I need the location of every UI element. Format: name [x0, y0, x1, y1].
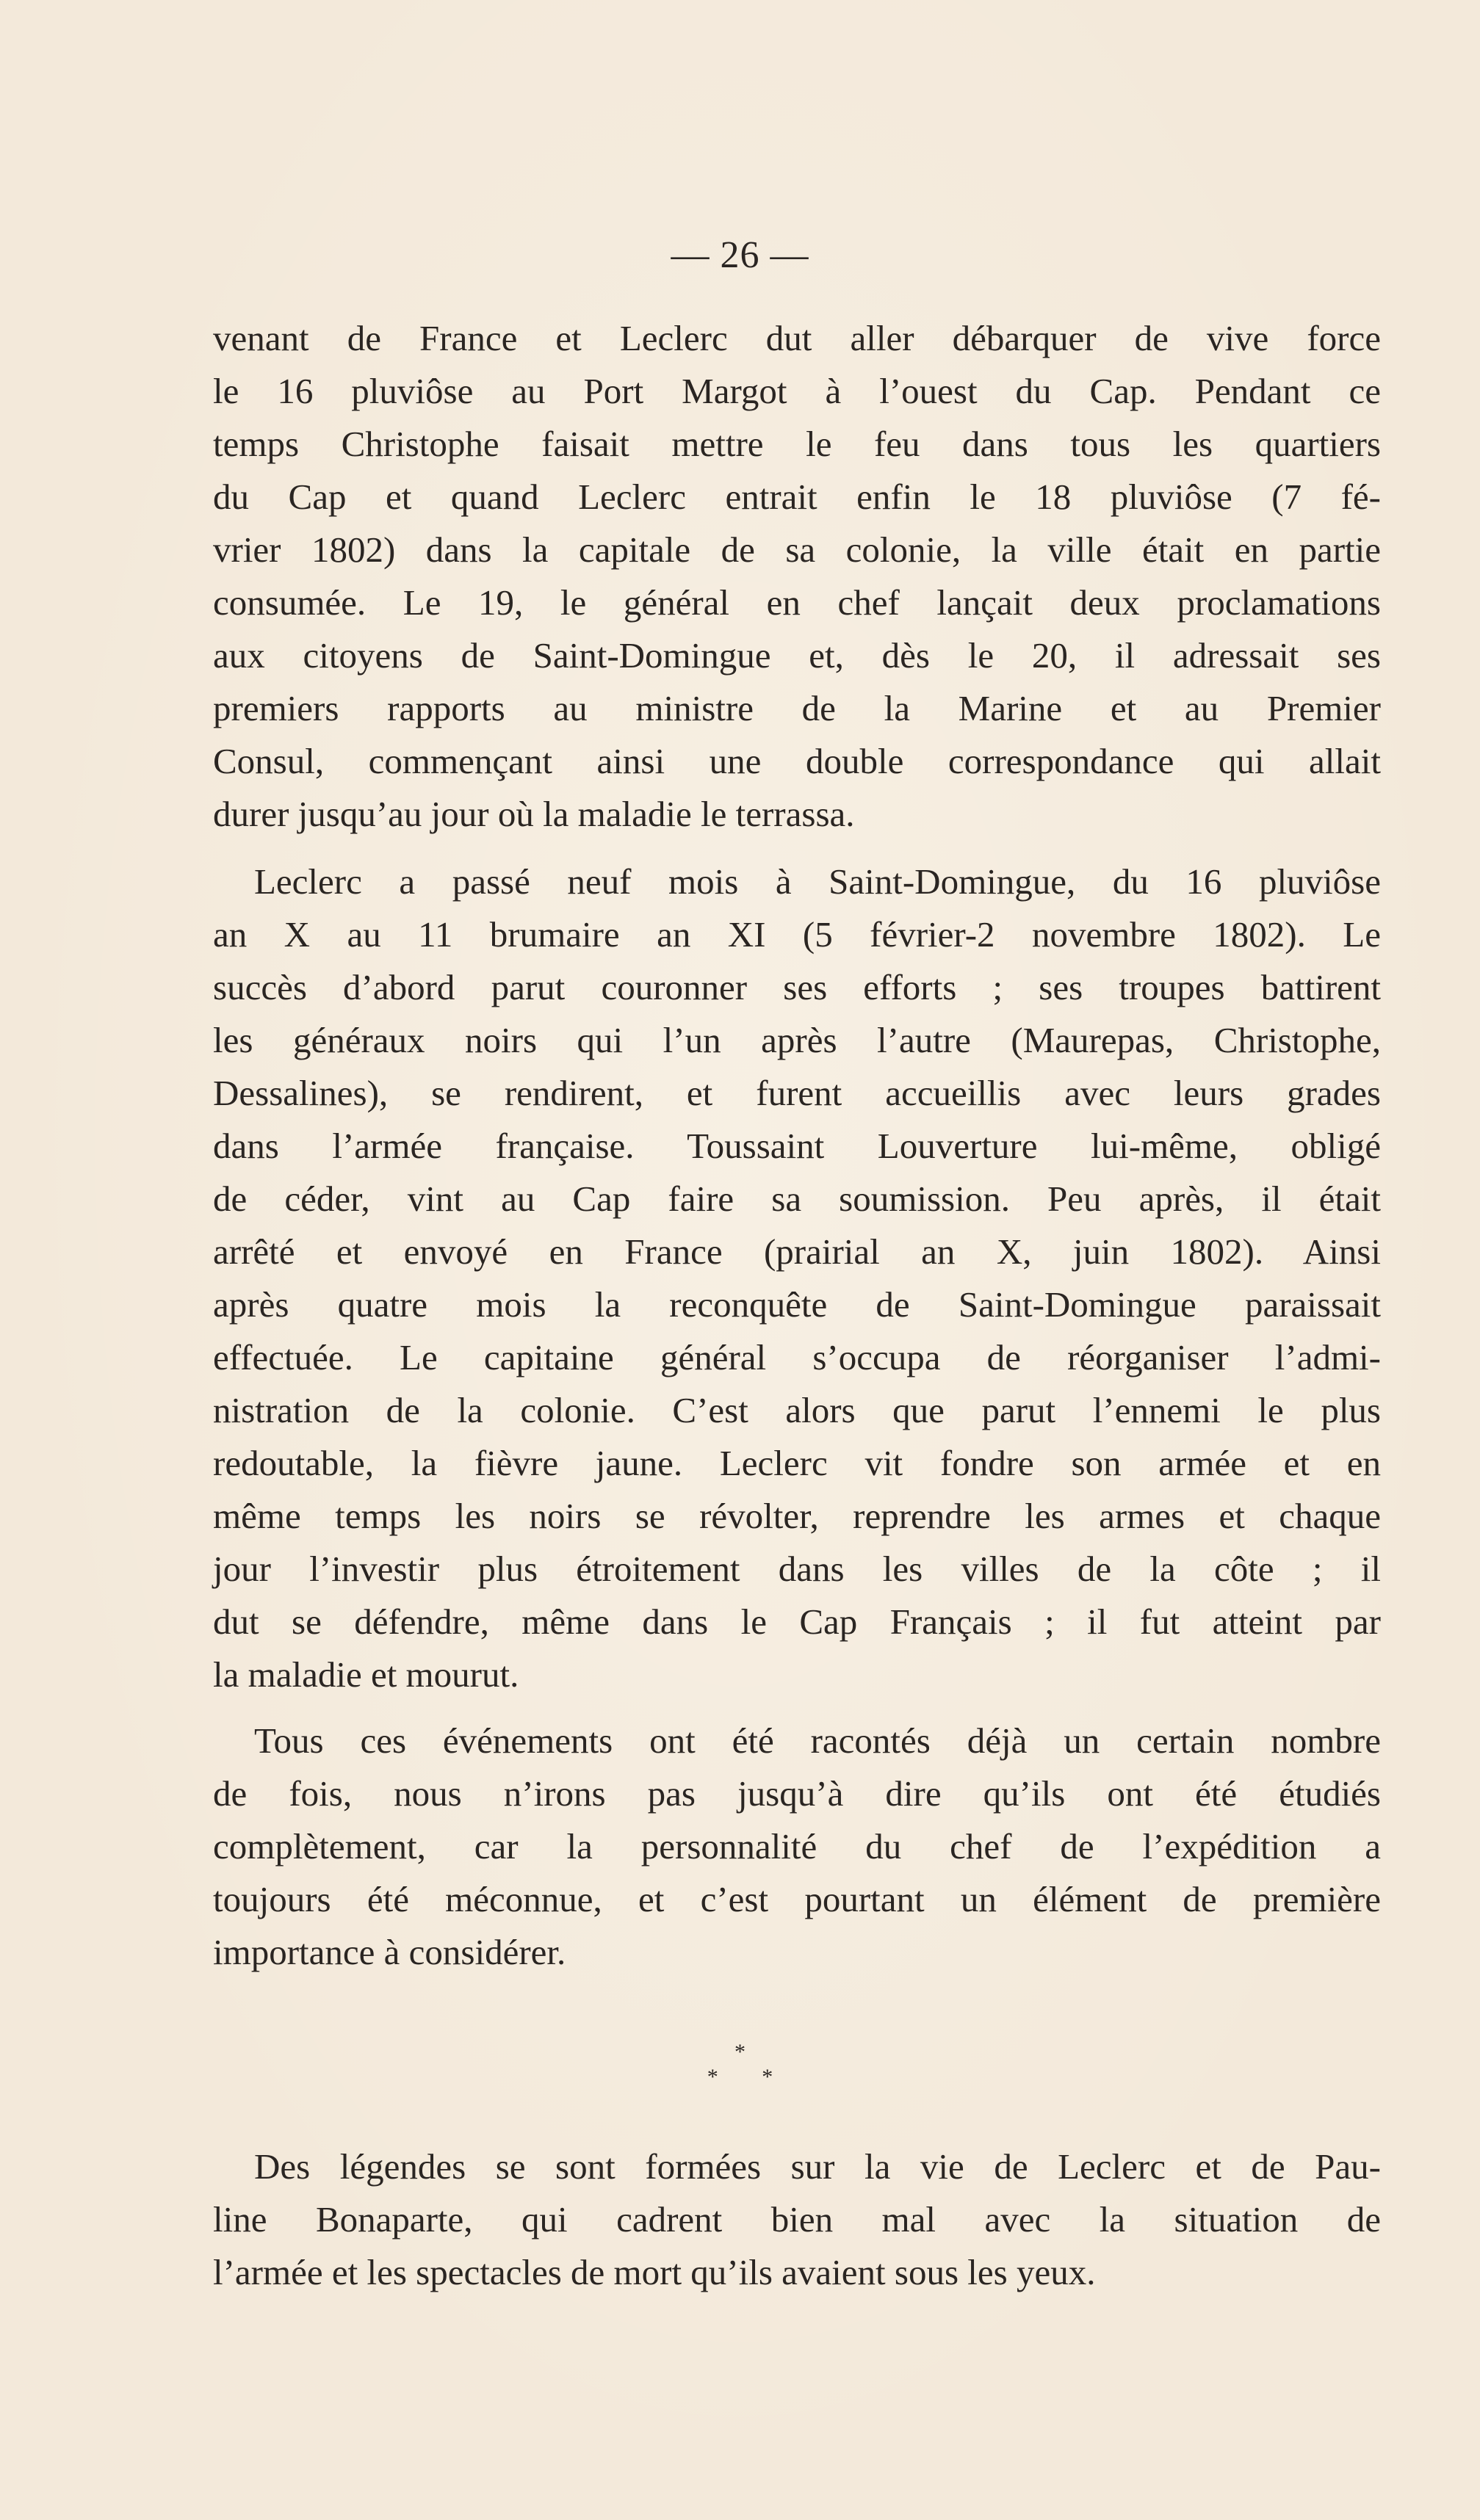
paragraph-2	[213, 855, 1381, 1701]
text-line: redoutable, la fièvre jaune. Leclerc vit fondre son armée et en	[213, 1443, 1381, 1483]
text-line: aux citoyens de Saint-Domingue et, dès le 20, il adressait ses	[213, 635, 1381, 676]
text-line: venant de France et Leclerc dut aller débarquer de vive force	[213, 318, 1381, 358]
section-separator	[0, 2040, 1480, 2090]
paragraph-3	[213, 1715, 1381, 1979]
text-line: line Bonaparte, qui cadrent bien mal avec la situation de	[213, 2199, 1381, 2240]
text-line: de fois, nous n’irons pas jusqu’à dire qu’ils ont été étudiés	[213, 1773, 1381, 1814]
paragraph-4	[213, 2140, 1381, 2299]
text-line: complètement, car la personnalité du chef de l’expédition a	[213, 1826, 1381, 1867]
text-line: vrier 1802) dans la capitale de sa colonie, la ville était en partie	[213, 529, 1381, 570]
text-line: Tous ces événements ont été racontés déjà un certain nombre	[254, 1720, 1381, 1761]
page-number: — 26 —	[671, 234, 809, 276]
text-line: le 16 pluviôse au Port Margot à l’ouest du Cap. Pendant ce	[213, 371, 1381, 411]
text-line: importance à considérer.	[213, 1932, 566, 1972]
text-line: Consul, commençant ainsi une double correspondance qui allait	[213, 741, 1381, 781]
text-line: après quatre mois la reconquête de Saint-Domingue paraissait	[213, 1284, 1381, 1325]
text-line: dut se défendre, même dans le Cap Français ; il fut atteint par	[213, 1601, 1381, 1642]
text-line: nistration de la colonie. C’est alors que parut l’ennemi le plus	[213, 1390, 1381, 1430]
text-line: même temps les noirs se révolter, reprendre les armes et chaque	[213, 1496, 1381, 1536]
text-line: Dessalines), se rendirent, et furent accueillis avec leurs grades	[213, 1073, 1381, 1113]
text-line: l’armée et les spectacles de mort qu’ils avaient sous les yeux.	[213, 2252, 1096, 2292]
text-line: du Cap et quand Leclerc entrait enfin le 18 pluviôse (7 fé-	[213, 477, 1381, 517]
separator-star-bottom: * *	[707, 2065, 793, 2089]
text-line: de céder, vint au Cap faire sa soumission. Peu après, il était	[213, 1178, 1381, 1219]
text-line: consumée. Le 19, le général en chef lançait deux proclamations	[213, 582, 1381, 623]
text-line: Des légendes se sont formées sur la vie de Leclerc et de Pau-	[254, 2146, 1381, 2187]
text-line: an X au 11 brumaire an XI (5 février-2 novembre 1802). Le	[213, 914, 1381, 955]
text-line: toujours été méconnue, et c’est pourtant un élément de première	[213, 1879, 1381, 1919]
text-line: la maladie et mourut.	[213, 1654, 519, 1695]
separator-star-top: *	[734, 2040, 746, 2064]
paragraph-1	[213, 312, 1381, 841]
text-line: Leclerc a passé neuf mois à Saint-Domingue, du 16 pluviôse	[254, 861, 1381, 902]
text-line: arrêté et envoyé en France (prairial an X, juin 1802). Ainsi	[213, 1231, 1381, 1272]
text-line: succès d’abord parut couronner ses efforts ; ses troupes battirent	[213, 967, 1381, 1007]
text-line: durer jusqu’au jour où la maladie le terrassa.	[213, 794, 855, 834]
text-line: les généraux noirs qui l’un après l’autre (Maurepas, Christophe,	[213, 1020, 1381, 1060]
text-line: temps Christophe faisait mettre le feu dans tous les quartiers	[213, 424, 1381, 464]
text-line: premiers rapports au ministre de la Marine et au Premier	[213, 688, 1381, 728]
text-line: dans l’armée française. Toussaint Louverture lui-même, obligé	[213, 1126, 1381, 1166]
text-line: effectuée. Le capitaine général s’occupa de réorganiser l’admi-	[213, 1337, 1381, 1377]
text-line: jour l’investir plus étroitement dans les villes de la côte ; il	[213, 1549, 1381, 1589]
